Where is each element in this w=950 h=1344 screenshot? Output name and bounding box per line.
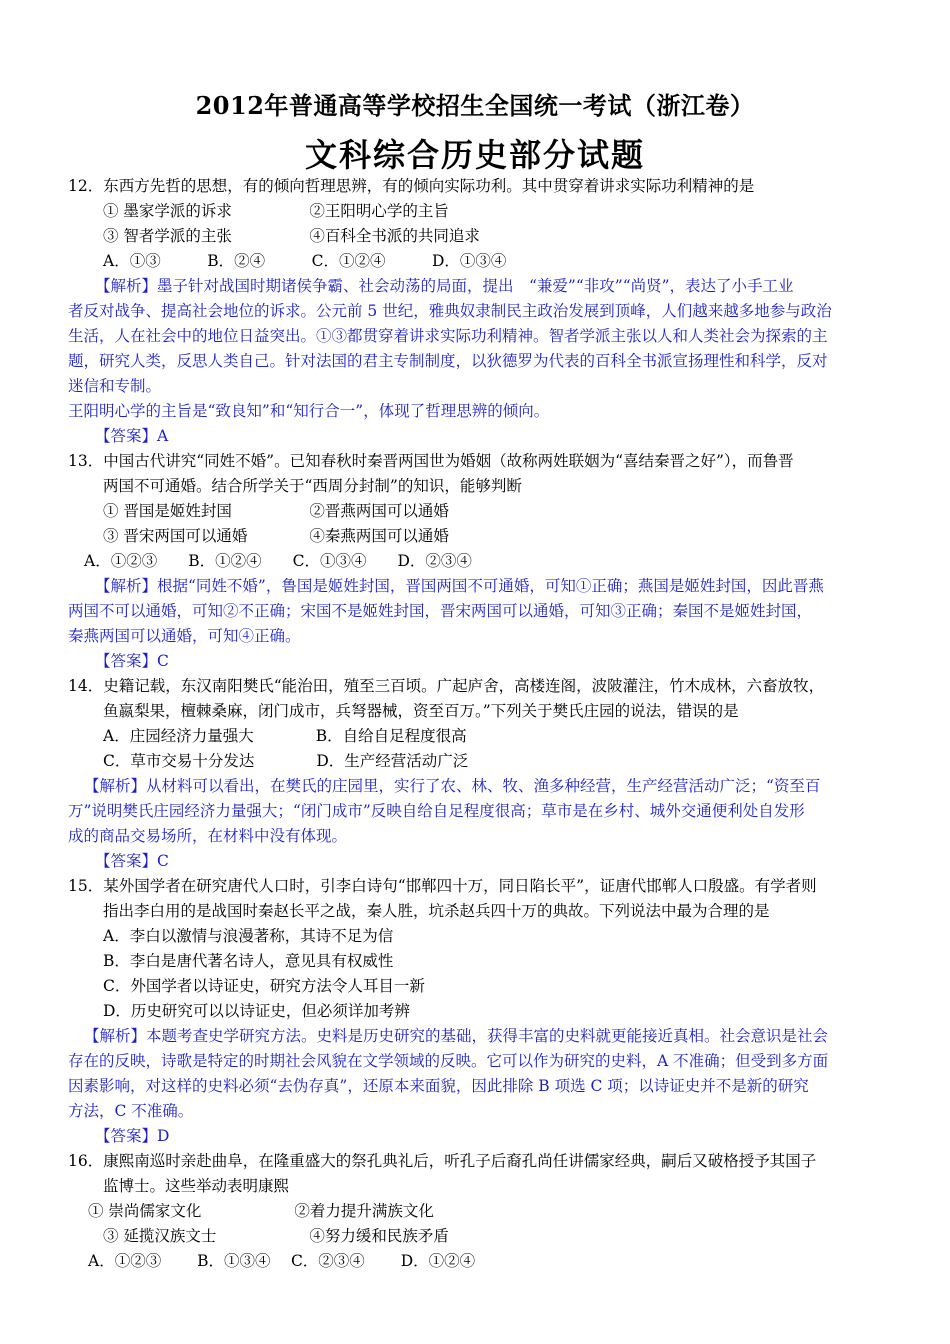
question-12-answer: 【答案】A — [95, 427, 169, 445]
question-15-option-d: D．历史研究可以以诗证史，但必须详加考辨 — [103, 1002, 410, 1020]
question-14-analysis: 成的商品交易场所，在材料中没有体现。 — [68, 827, 348, 845]
question-15-analysis: 【解析】本题考查史学研究方法。史料是历史研究的基础，获得丰富的史料就更能接近真相。社会意识是社会 — [84, 1027, 829, 1045]
question-14-stem: 鱼嬴梨果，檀棘桑麻，闭门成市，兵弩器械，资至百万。”下列关于樊氏庄园的说法，错误的是 — [103, 702, 739, 720]
question-12-analysis: 【解析】墨子针对战国时期诸侯争霸、社会动荡的局面，提出 “兼爱”“非攻”“尚贤”，表达了小手工业 — [95, 277, 794, 295]
question-13-stem: 13．中国古代讲究“同姓不婚”。已知春秋时秦晋两国世为婚姻（故称两姓联姻为“喜结秦晋之好”），而鲁晋 — [68, 452, 794, 470]
question-13-analysis: 【解析】根据“同姓不婚”，鲁国是姬姓封国，晋国两国不可通婚，可知①正确；燕国是姬姓封国，因此晋燕 — [95, 577, 824, 595]
question-15-analysis: 存在的反映，诗歌是特定的时期社会风貌在文学领域的反映。它可以作为研究的史料，A 不准确；但受到多方面 — [68, 1052, 829, 1070]
question-13-answer: 【答案】C — [95, 652, 169, 670]
question-14-option-row: A．庄园经济力量强大 B．自给自足程度很高 — [103, 727, 467, 745]
question-16-option-row: ① 崇尚儒家文化 ②着力提升满族文化 — [88, 1202, 434, 1220]
question-15-answer: 【答案】D — [95, 1127, 170, 1145]
question-13-option-row: ① 晋国是姬姓封国 ②晋燕两国可以通婚 — [103, 502, 449, 520]
question-14-answer: 【答案】C — [95, 852, 169, 870]
question-12-option-row: ① 墨家学派的诉求 ②王阳明心学的主旨 — [103, 202, 449, 220]
question-14-analysis: 【解析】从材料可以看出，在樊氏的庄园里，实行了农、林、牧、渔多种经营，生产经营活动广泛；“资至百 — [84, 777, 821, 795]
question-12-analysis: 题，研究人类，反思人类自己。针对法国的君主专制制度，以狄德罗为代表的百科全书派宣扬理性和科学，反对 — [68, 352, 828, 370]
question-12-analysis: 迷信和专制。 — [68, 377, 162, 395]
question-12-option-row: ③ 智者学派的主张 ④百科全书派的共同追求 — [103, 227, 480, 245]
question-14-stem: 14．史籍记载，东汉南阳樊氏“能治田，殖至三百顷。广起庐舍，高楼连阁，波陂灌注，竹木成林，六畜放牧， — [68, 677, 825, 695]
question-14-option-row: C．草市交易十分发达 D．生产经营活动广泛 — [103, 752, 469, 770]
question-16-stem: 16．康熙南巡时亲赴曲阜，在隆重盛大的祭孔典礼后，听孔子后裔孔尚任讲儒家经典，嗣后又破格授予其国子 — [68, 1152, 817, 1170]
question-15-option-c: C．外国学者以诗证史，研究方法令人耳目一新 — [103, 977, 425, 995]
question-12-analysis: 生活，人在社会中的地位日益突出。①③都贯穿着讲求实际功利精神。智者学派主张以人和人类社会为探索的主 — [68, 327, 828, 345]
question-15-analysis: 因素影响，对这样的史料必须“去伪存真”，还原本来面貌，因此排除 B 项选 C 项；以诗证史并不是新的研究 — [68, 1077, 809, 1095]
question-15-stem: 指出李白用的是战国时秦赵长平之战，秦人胜，坑杀赵兵四十万的典故。下列说法中最为合理的是 — [103, 902, 770, 920]
exam-title: 2012年普通高等学校招生全国统一考试（浙江卷） — [195, 91, 755, 120]
question-15-option-a: A．李白以激情与浪漫著称，其诗不足为信 — [103, 927, 394, 945]
question-13-option-row: ③ 晋宋两国可以通婚 ④秦燕两国可以通婚 — [103, 527, 449, 545]
question-12-analysis: 王阳明心学的主旨是“致良知”和“知行合一”，体现了哲理思辨的倾向。 — [68, 402, 550, 420]
question-12-stem: 12．东西方先哲的思想，有的倾向哲理思辨，有的倾向实际功利。其中贯穿着讲求实际功利精神的是 — [68, 177, 755, 195]
question-14-analysis: 万”说明樊氏庄园经济力量强大；“闭门成市”反映自给自足程度很高；草市是在乡村、城外交通便利处自发形 — [68, 802, 805, 820]
question-13-choices: A．①②③ B．①②④ C．①③④ D．②③④ — [84, 552, 472, 570]
question-16-option-row: ③ 延揽汉族文士 ④努力缓和民族矛盾 — [103, 1227, 449, 1245]
question-13-stem: 两国不可通婚。结合所学关于“西周分封制”的知识，能够判断 — [103, 477, 522, 495]
question-13-analysis: 两国不可以通婚，可知②不正确；宋国不是姬姓封国，晋宋两国可以通婚，可知③正确；秦国不是姬姓封国， — [68, 602, 813, 620]
question-15-option-b: B．李白是唐代著名诗人，意见具有权威性 — [103, 952, 394, 970]
question-15-analysis: 方法，C 不准确。 — [68, 1102, 194, 1120]
question-12-choices: A．①③ B．②④ C．①②④ D．①③④ — [103, 252, 507, 270]
exam-subtitle: 文科综合历史部分试题 — [304, 136, 645, 174]
question-15-stem: 15．某外国学者在研究唐代人口时，引李白诗句“邯郸四十万，同日陷长平”，证唐代邯郸人口殷盛。有学者则 — [68, 877, 817, 895]
question-16-stem: 监博士。这些举动表明康熙 — [103, 1177, 290, 1195]
question-16-choices: A．①②③ B．①③④ C．②③④ D．①②④ — [88, 1252, 476, 1270]
question-13-analysis: 秦燕两国可以通婚，可知④正确。 — [68, 627, 301, 645]
question-12-analysis: 者反对战争、提高社会地位的诉求。公元前 5 世纪，雅典奴隶制民主政治发展到顶峰，人们越来越多地参与政治 — [68, 302, 832, 320]
